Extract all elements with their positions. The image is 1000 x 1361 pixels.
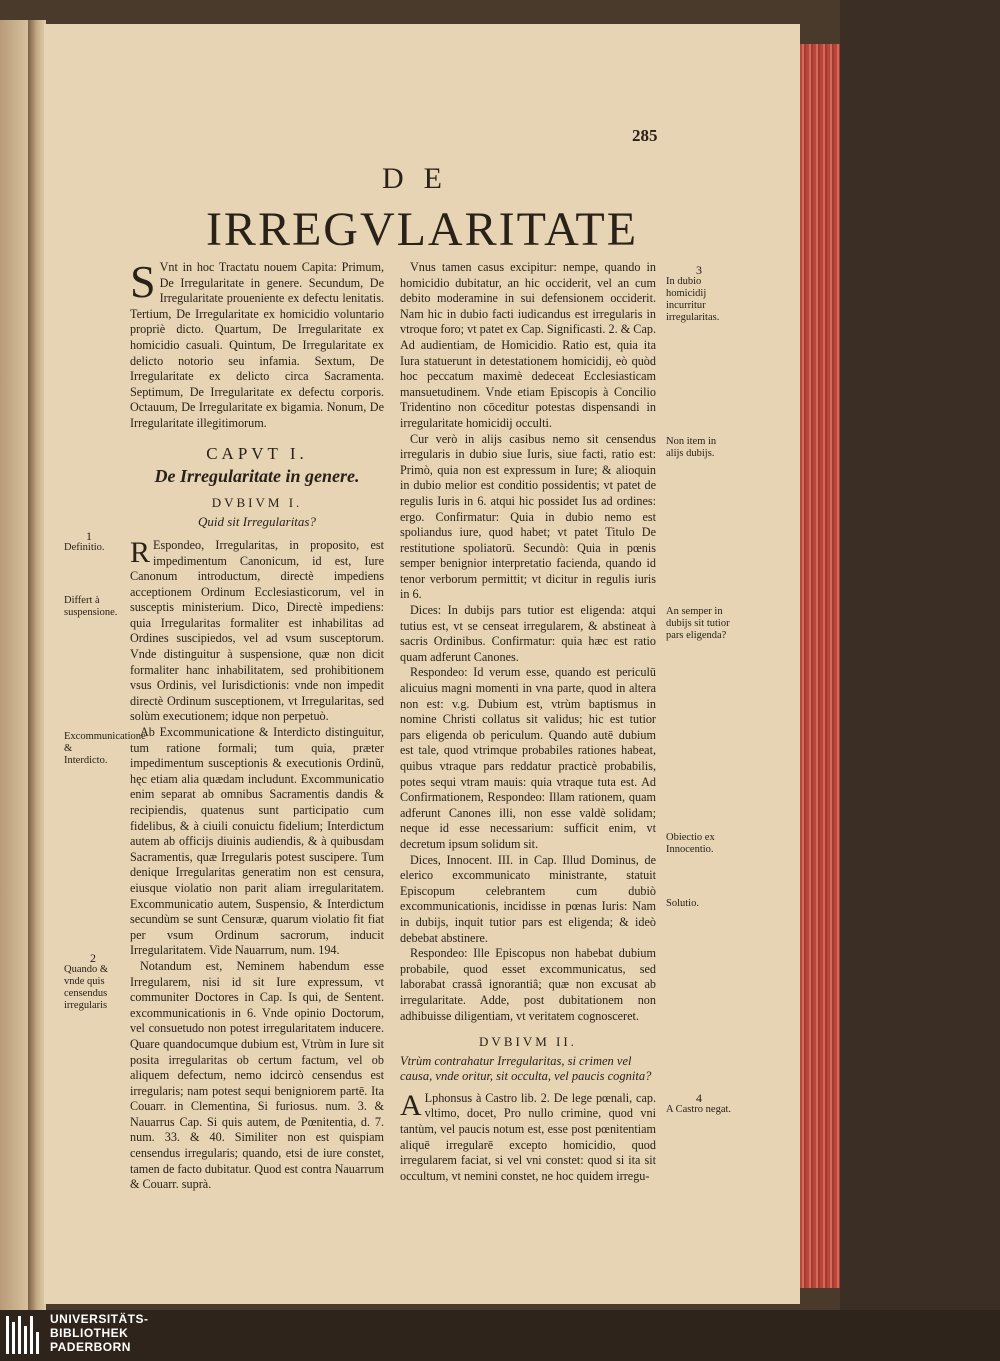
margin-text: Excommunicatione & Interdicto. [64,731,146,766]
book-page [44,24,800,1304]
margin-note [666,1092,732,1116]
intro-paragraph [130,256,384,432]
logo-line: PADERBORN [50,1340,131,1354]
heading-de: DE [382,162,462,195]
margin-number: 4 [696,1091,702,1105]
paragraph: Respondeo: Ille Episcopus non habebat dubium probabile, quod esset excommunicatus, sed laborabat crassâ ignorantiâ; quæ non excusat ab irregularitate. Adde, post dubitationem non adhibuisse diligentiam, vt veritatem cognosceret. [400,946,656,1023]
right-column [400,260,656,1184]
margin-text: A Castro negat. [666,1104,732,1115]
dubium-heading: DVBIVM II. [479,1034,577,1050]
margin-note [666,264,732,324]
drop-cap: R [130,535,151,569]
intro-text: Vnt in hoc Tractatu nouem Capita: Primum, De Irregularitate in genere. Secundum, De Irregularitate prouenientе ex defectu lenitatis. Tertium, De Irregularitate ex homicidio voluntario propriè dicto. Quartum, De Irregularitate ex homicidio casuali. Quintum, De Irregularitate ex delicto notorio seu infamia. Sextum, De Irregularitate ex delicto circa Sacramenta. Septimum, De Irregularitate ex defectu corporis. Octauum, De Irregularitate ex bigamia. Nonum, De Irregularitate illegitimorum. [130,260,384,430]
paragraph: Dices, Innocent. III. in Cap. Illud Dominus, de elerico excommunicato ministrante, statuit Episcopum celebrantem cum dubiò excommunicationis, incidisse in pœnas Iuris: Nam in dubijs, inquit tutior pars est eligenda; & ideò debebat abstinere. [400,852,656,945]
margin-number: 1 [86,529,92,543]
paragraph: Cur verò in alijs casibus nemo sit censendus irregularis in dubio siue Iuris, siue facti, ratio est: Primò, quia non est expressum in Iure; & alioquin in dubio melior est conditio possidentis; vt patet de regulis Iuris in 6. atqui hic possidet Ius ad ordines: ergo. Confirmatur: Quia in dubio nemo est spoliandus iure, quod habet; vt patet Titulo De restitutione spoliatorū. Secundò: Quia in pœnis semper benignior interpretatio facienda, quando id tenor verborum permittit; vt dicitur in regulis iuris in 6. [400,431,656,602]
heading-title: IRREGVLARITATE [205,203,639,256]
margin-text: Solutio. [666,898,699,909]
logo-line: BIBLIOTHEK [50,1326,129,1340]
drop-cap: A [400,1088,422,1122]
left-column [130,256,384,1193]
margin-number: 3 [696,263,702,277]
paragraph: Notandum est, Neminem habendum esse Irregularem, nisi id sit Iure expressum, vt communiter Doctores in Cap. Is qui, de Sentent. excommunicationis in 6. Vnde opinio Doctorum, vel consuetudo non potest irregularitatem inducere. Quare quandocumque dubium est, Vtrùm in Iure sit posita irregularitas ob certum factum, vel ob aliquem defectum, nemo idcircò censendus est irregularis; nam potest sequi benigniorem partē. Ita Couarr. in Clementina, Si furiosus. num. 3. & Nauarrus Cap. Si quis autem, de Pœnitentia, d. 7. num. 33. & 40. Similiter non est quispiam censendus irregularis; quando, etsi de iure constet, tamen de facto dubitatur. Quod est contra Nauarrum & Couarr. suprà. [130,958,384,1192]
margin-note [666,606,732,642]
paragraph-text: Lphonsus à Castro lib. 2. De lege pœnali, cap. vltimo, docet, Pro nullo crimine, quod vni tantùm, vel paucis notum est, esse post pœnitentiam aliquē irregularē excepto homicidio, quod irregularem faciat, si vel vni constet: quod si ita sit occultum, vt nemini constet, ne hoc quidem irregu- [400,1090,656,1183]
library-footer [0,1310,1000,1361]
question-heading: Quid sit Irregularitas? [198,514,316,530]
margin-note [64,595,118,619]
drop-cap: S [130,256,156,307]
paragraph: Ab Excommunicatione & Interdicto distinguitur, tum ratione formali; tum quia, præter impedimentum susceptionis & executionis Ordinũ, hęc etiam alia quædam includunt. Excommunicatio enim separat ab omnibus Sacramentis dandis & recipiendis, quatenus sunt participatio cum fidelibus, & à ciuili conuictu fidelium; Interdictum autem ab officijs diuinis audiendis, & à quibusdam Sacramentis, quæ Irregularis potest suscipere. Tum denique Irregularitas generatim non est censura, eiusque violatio non parit aliam irregularitatem. Excommunicatio autem, Suspensio, & Interdictum secundùm se sunt Censuræ, quarum violatio fit fiat per vsum Ordinum sacrorum, inducit Irregularitatem. Vide Nauarrum, num. 194. [130,725,384,958]
paragraph-text: Espondeo, Irregularitas, in proposito, est impedimentum Canonicum, id est, Iure Canonum introductum, directè impediens acceptionem Ordinum Ecclesiasticorum, vel in susceptis ministerium. Dico, Directè impediens: quia Irregularitas formaliter est inhabilitas ad Ordines suscipiedos, vel ad vsum susceptorum. Vnde distinguitur à suspensione, quæ non dicit formaliter hanc inhabilitatem, sed prohibitionem vsus Ordinis, vel Iurisdictionis: vnde non impedit directè Ordinum susceptionem, vt Irregularitas, sed solùm executionem; idque non perpetuò. [130,537,384,724]
margin-text: Definitio. [64,542,105,553]
background-right [840,0,1000,1310]
margin-note [64,952,122,1012]
margin-text: An semper in dubijs sit tutior pars eligenda? [666,606,730,641]
paragraph: Vnus tamen casus excipitur: nempe, quando in homicidio dubitatur, an hic occiderit, vel an cum debito moderamine in sui defensionem occiderit. Nam hic in dubio facti iudicandus est irregularis in vtroque foro; vt patet ex Cap. Significasti. 2. & Cap. Ad audientiam, de Homicidio. Ratio est, quia ita Iura statuerunt in detestationem homicidij, eò quòd hoc peccatum maximè dedeceat Ecclesiasticam mansuetudinem. Vnde etiam Episcopis à Concilio Tridentino non cōceditur potestas dispensandi in irregularitate homicidij occulti. [400,260,656,430]
margin-text: Non item in alijs dubijs. [666,436,717,459]
chapter-heading: CAPVT I. [206,443,308,463]
page-number: 285 [632,126,658,145]
dubium-heading: DVBIVM I. [211,494,303,510]
margin-note [64,731,146,767]
margin-number: 2 [90,951,96,965]
margin-text: In dubio homicidij incurritur irregularitas. [666,276,720,323]
margin-note [64,530,114,554]
paragraph: Respondeo: Id verum esse, quando est periculū alicuius magni momenti in vna parte, quod in altera non est: v.g. Dubium est, vtrùm baptismus in nomine Christi collatus sit validus; hic est tutior pars eligenda ob periculum. Quando autē dubium est tale, quod vtrimque probabiles rationes habeat, quibus vtraque pars reddatur practicè probabilis, potes sequi vtram mauis: quia vtraque tuta est. Ad Confirmationem, Respondeo: Illam rationem, quam adferunt Canones illi, non esse valdè solidam; neque id esse necessarium: sufficit enim, vt decretum ipsum solidum sit. [400,665,656,851]
paragraph: Dices: In dubijs pars tutior est eligenda: atqui tutius est, vt se censeat irregularem, & abstineat à sacris Ordinibus. Confirmatur: quia hæc est ratio quam adferunt Canones. [400,603,656,664]
question-heading: Vtrùm contrahatur Irregularitas, si crimen vel causa, vnde oritur, sit occulta, vel paucis cognita? [400,1053,652,1084]
library-logo-text [50,1312,149,1354]
margin-text: Obiectio ex Innocentio. [666,832,715,855]
library-logo-icon [4,1312,44,1358]
logo-line: UNIVERSITÄTS- [50,1312,149,1326]
margin-text: Differt à suspensione. [64,595,118,618]
paragraph [400,1088,656,1185]
margin-note [666,436,732,460]
margin-text: Quando & vnde quis censendus irregularis [64,964,109,1011]
previous-page-edge [0,20,30,1310]
paragraph [130,535,384,725]
chapter-subtitle: De Irregularitate in genere. [154,466,360,487]
margin-note [666,898,732,910]
margin-note [666,832,732,856]
